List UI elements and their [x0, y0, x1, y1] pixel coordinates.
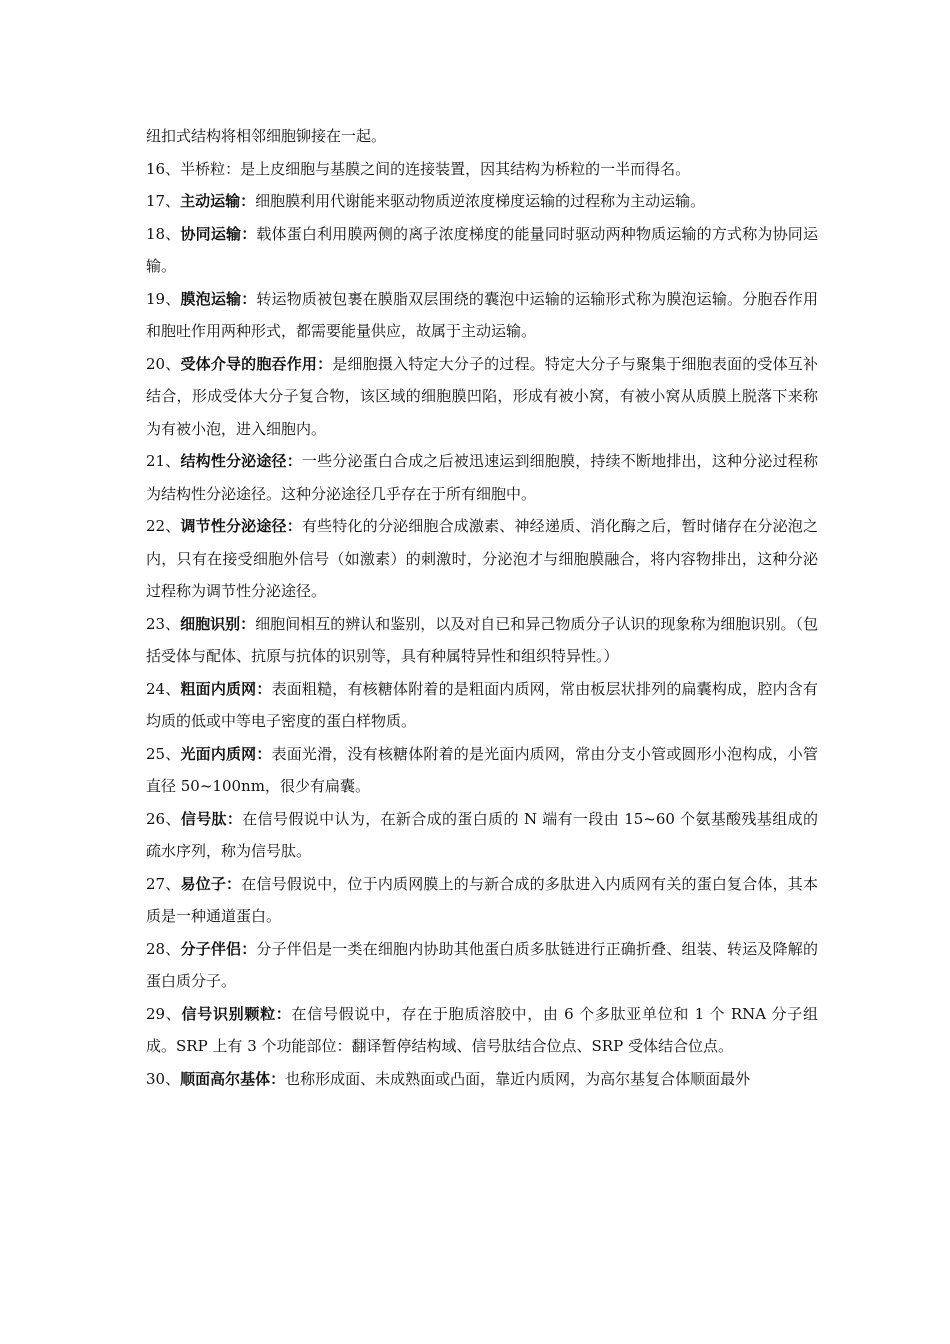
entry-number: 17、: [146, 192, 181, 210]
glossary-entry: [146, 283, 818, 348]
entry-number: 30、: [146, 1069, 181, 1088]
entry-number: 16、: [146, 159, 181, 178]
entry-definition: 细胞膜利用代谢能来驱动物质逆浓度梯度运输的过程称为主动运输。: [255, 192, 706, 210]
entry-number: 25、: [146, 744, 181, 763]
entry-definition: 有些特化的分泌细胞合成激素、神经递质、消化酶之后，暂时储存在分泌泡之内，只有在接受细胞外信号（如激素）的刺激时，分泌泡才与细胞膜融合，将内容物排出，这种分泌过程称为调节性分泌途径。: [146, 517, 818, 600]
glossary-list: [146, 153, 818, 1096]
entry-colon: ：: [240, 614, 256, 633]
glossary-entry: [146, 673, 818, 738]
entry-number: 18、: [146, 224, 181, 243]
entry-term: 顺面高尔基体: [180, 1069, 271, 1088]
entry-term: 调节性分泌途径: [180, 517, 287, 535]
entry-colon: ：: [256, 679, 272, 698]
entry-term: 细胞识别: [180, 614, 241, 633]
entry-colon: ：: [240, 192, 256, 210]
entry-term: 粗面内质网: [180, 679, 257, 698]
entry-term: 主动运输: [180, 192, 241, 210]
entry-term: 分子伴侣: [180, 939, 242, 958]
entry-colon: ：: [275, 1004, 292, 1023]
entry-term: 结构性分泌途径: [180, 452, 287, 470]
glossary-entry: [146, 608, 818, 673]
glossary-entry: [146, 998, 818, 1063]
document-page: [146, 120, 818, 1095]
entry-number: 27、: [146, 874, 181, 893]
entry-definition: 分子伴侣是一类在细胞内协助其他蛋白质多肽链进行正确折叠、组装、转运及降解的蛋白质分子。: [146, 939, 818, 990]
entry-definition: 在信号假说中，存在于胞质溶胶中，由 6 个多肽亚单位和 1 个 RNA 分子组成。SRP 上有 3 个功能部位：翻译暂停结构域、信号肽结合位点、SRP 受体结合位点。: [146, 1004, 818, 1055]
entry-term: 光面内质网: [180, 744, 257, 763]
entry-term: 半桥粒: [180, 159, 226, 178]
entry-definition: 也称形成面、未成熟面或凸面，靠近内质网，为高尔基复合体顺面最外: [285, 1069, 751, 1088]
entry-term: 信号肽: [180, 809, 227, 828]
glossary-entry: [146, 1063, 818, 1096]
entry-colon: ：: [225, 159, 241, 178]
entry-term: 易位子: [180, 874, 227, 893]
entry-definition: 载体蛋白利用膜两侧的离子浓度梯度的能量同时驱动两种物质运输的方式称为协同运输。: [146, 224, 818, 275]
entry-number: 24、: [146, 679, 181, 698]
entry-number: 29、: [146, 1004, 182, 1023]
glossary-entry: [146, 738, 818, 803]
entry-number: 28、: [146, 939, 181, 958]
glossary-entry: [146, 218, 818, 283]
entry-number: 23、: [146, 614, 181, 633]
entry-colon: ：: [241, 224, 257, 243]
glossary-entry: [146, 803, 818, 868]
entry-definition: 在信号假说中认为，在新合成的蛋白质的 N 端有一段由 15~60 个氨基酸残基组成的疏水序列，称为信号肽。: [146, 809, 818, 860]
entry-number: 21、: [146, 452, 181, 470]
entry-number: 20、: [146, 354, 181, 373]
glossary-entry: [146, 445, 818, 510]
entry-number: 22、: [146, 517, 181, 535]
entry-colon: ：: [286, 517, 302, 535]
entry-definition: 一些分泌蛋白合成之后被迅速运到细胞膜，持续不断地排出，这种分泌过程称为结构性分泌途径。这种分泌途径几乎存在于所有细胞中。: [146, 452, 818, 503]
entry-term: 协同运输: [180, 224, 242, 243]
entry-definition: 是上皮细胞与基膜之间的连接装置，因其结构为桥粒的一半而得名。: [240, 159, 691, 178]
glossary-entry: [146, 185, 818, 218]
entry-colon: ：: [241, 939, 257, 958]
glossary-entry: [146, 868, 818, 933]
entry-definition: 转运物质被包裹在膜脂双层围绕的囊泡中运输的运输形式称为膜泡运输。分胞吞作用和胞吐作用两种形式，都需要能量供应，故属于主动运输。: [146, 289, 818, 340]
glossary-entry: [146, 510, 818, 608]
entry-definition: 表面光滑，没有核糖体附着的是光面内质网，常由分支小管或圆形小泡构成，小管直径 50~100nm，很少有扁囊。: [146, 744, 818, 795]
entry-term: 受体介导的胞吞作用: [180, 354, 318, 373]
entry-colon: ：: [270, 1069, 286, 1088]
lead-line: 纽扣式结构将相邻细胞铆接在一起。: [146, 127, 387, 145]
entry-colon: ：: [226, 874, 242, 893]
entry-colon: ：: [226, 809, 243, 828]
entry-colon: ：: [256, 744, 272, 763]
entry-term: 信号识别颗粒: [181, 1004, 276, 1023]
entry-colon: ：: [286, 452, 302, 470]
entry-number: 19、: [146, 289, 181, 308]
entry-colon: ：: [317, 354, 333, 373]
entry-definition: 细胞间相互的辨认和鉴别，以及对自已和异己物质分子认识的现象称为细胞识别。（包括受体与配体、抗原与抗体的识别等，具有种属特异性和组织特异性。）: [146, 614, 818, 665]
entry-colon: ：: [241, 289, 257, 308]
entry-definition: 是细胞摄入特定大分子的过程。特定大分子与聚集于细胞表面的受体互补结合，形成受体大分子复合物，该区域的细胞膜凹陷，形成有被小窝，有被小窝从质膜上脱落下来称为有被小泡，进入细胞内。: [146, 354, 818, 438]
glossary-entry: [146, 348, 818, 446]
entry-number: 26、: [146, 809, 181, 828]
glossary-entry: [146, 933, 818, 998]
entry-term: 膜泡运输: [180, 289, 242, 308]
glossary-entry: [146, 153, 818, 186]
entry-definition: 在信号假说中，位于内质网膜上的与新合成的多肽进入内质网有关的蛋白复合体，其本质是一种通道蛋白。: [146, 874, 818, 925]
entry-definition: 表面粗糙，有核糖体附着的是粗面内质网，常由板层状排列的扁囊构成，腔内含有均质的低或中等电子密度的蛋白样物质。: [146, 679, 818, 730]
